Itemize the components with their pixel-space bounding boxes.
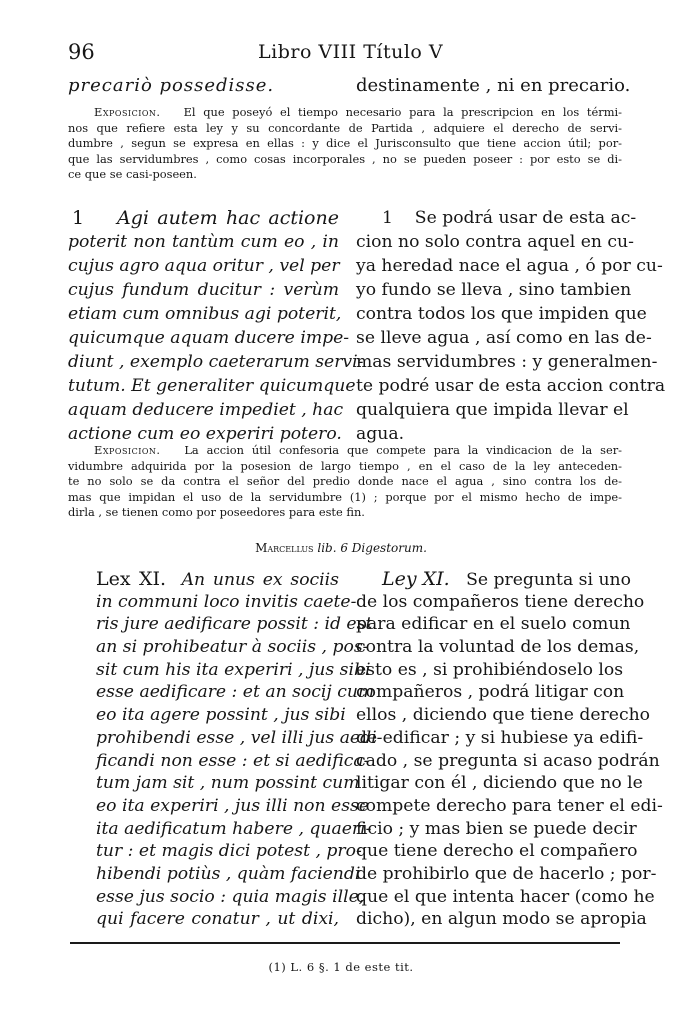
latin-line: hibendi potiùs , quàm faciendi [96, 863, 361, 884]
latin-line: cujus fundum ducitur : verùm [68, 280, 339, 300]
spanish-line: que tiene derecho el compañero [356, 841, 638, 862]
spanish-line: mas servidumbres : y generalmen- [356, 352, 658, 372]
latin-line: prohibendi esse , vel illi jus aedi- [96, 727, 383, 748]
latin-line: quicumque aquam ducere impe- [68, 328, 350, 348]
paragraph-number: 1 [72, 207, 85, 229]
exposicion-line: dumbre , segun se expresa en ellas : y dice el Jurisconsulto que tiene accion útil; por- [68, 136, 622, 150]
spanish-line: que el que intenta hacer (como he [356, 886, 655, 907]
ley-xi-spanish [356, 568, 663, 931]
latin-line: tutum. Et generaliter quicumque [68, 376, 356, 396]
latin-line: qui facere conatur , ut dixi, [96, 909, 339, 930]
exposicion-line [68, 443, 622, 459]
latin-line [96, 568, 339, 591]
footnote-divider [70, 942, 620, 944]
source-caption [0, 541, 682, 555]
spanish-line: te podré usar de esta accion contra [356, 376, 666, 396]
paragraph-number: 1 [382, 208, 393, 228]
spanish-line: contra la voluntad de los demas, [356, 637, 640, 658]
lex-heading: Lex XI. [96, 568, 167, 590]
latin-line: poterit non tantùm cum eo , in [68, 232, 339, 252]
running-title: Libro VIII Título V [258, 41, 444, 63]
exposicion-line: dirla , se tienen como por poseedores para este fin. [68, 505, 365, 519]
latin-line: diunt , exemplo caeterarum servi- [68, 352, 364, 372]
page-header [68, 40, 618, 66]
latin-line: etiam cum omnibus agi poterit, [68, 304, 342, 324]
latin-line: ris jure aedificare possit : id est [96, 614, 373, 635]
spanish-line-text: Se pregunta si uno [466, 570, 631, 590]
latin-line: tum jam sit , num possint cum [96, 773, 360, 794]
spanish-line: compete derecho para tener el edi- [356, 795, 663, 816]
spanish-paragraph-1 [356, 206, 666, 446]
spanish-line: yo fundo se lleva , sino tambien [356, 280, 632, 300]
exposicion-line: te no solo se da contra el señor del predio donde nace el agua , sino contra los de- [68, 474, 622, 488]
latin-line: esse aedificare : et an socij cum [96, 682, 375, 703]
spanish-line: dicho), en algun modo se apropia [356, 909, 647, 930]
spanish-line [356, 206, 637, 230]
spanish-line: de los compañeros tiene derecho [356, 591, 645, 612]
exposicion-text: El que poseyó el tiempo necesario para la prescripcion en los térmi- [183, 105, 622, 119]
source-work: lib. 6 Digestorum. [317, 541, 427, 555]
latin-line: eo ita agere possint , jus sibi [96, 705, 346, 726]
latin-line [68, 206, 339, 230]
spanish-line [356, 568, 631, 591]
spanish-line: esto es , si prohibiéndoselo los [356, 659, 624, 680]
latin-line: sit cum his ita experiri , jus sibi [96, 659, 371, 680]
latin-line: in communi loco invitis caete- [96, 591, 357, 612]
exposicion-block-1 [68, 105, 622, 183]
latin-line: cujus agro aqua oritur , vel per [68, 256, 340, 276]
latin-line: an si prohibeatur à sociis , pos- [96, 637, 369, 658]
spanish-line: cado , se pregunta si acaso podrán [356, 750, 660, 771]
spanish-line: ficio ; y mas bien se puede decir [356, 818, 637, 839]
exposicion-line: mas que impidan el uso de la servidumbre (1) ; porque por el mismo hecho de impe- [68, 489, 622, 504]
spanish-line: agua. [356, 424, 405, 444]
latin-line: actione cum eo experiri potero. [68, 424, 342, 444]
spanish-line-text: Se podrá usar de esta ac- [414, 208, 637, 228]
ley-heading: Ley XI. [382, 568, 450, 590]
spanish-line: compañeros , podrá litigar con [356, 682, 625, 703]
spanish-line: de prohibirlo que de hacerlo ; por- [356, 863, 657, 884]
latin-line: aquam deducere impediet , hac [68, 400, 344, 420]
spanish-line: ya heredad nace el agua , ó por cu- [356, 256, 663, 276]
spanish-line: de edificar ; y si hubiese ya edifi- [356, 727, 644, 748]
spanish-line: litigar con él , diciendo que no le [356, 773, 643, 794]
exposicion-line [68, 105, 622, 121]
spanish-line: qualquiera que impida llevar el [356, 400, 629, 420]
footnote: (1) L. 6 §. 1 de este tit. [268, 960, 414, 974]
latin-line: ita aedificatum habere , quaeri- [96, 818, 372, 839]
latin-line: eo ita experiri , jus illi non esse [96, 795, 370, 816]
latin-line-text: Agi autem hac actione [117, 207, 339, 229]
spanish-carryover-line: destinamente , ni en precario. [356, 75, 631, 96]
exposicion-line: nos que refiere esta ley y su concordante de Partida , adquiere el derecho de servi- [68, 120, 622, 135]
exposicion-line: vidumbre adquirida por la posesion de largo tiempo , en el caso de la ley anteceden- [68, 458, 622, 473]
spanish-line: ellos , diciendo que tiene derecho [356, 705, 650, 726]
exposicion-line: ce que se casi-poseen. [68, 167, 197, 181]
exposicion-label: Exposicion. [94, 443, 161, 457]
spanish-line: se lleve agua , así como en las de- [356, 328, 652, 348]
latin-line: tur : et magis dici potest , pro- [96, 841, 362, 862]
exposicion-text: La accion útil confesoria que compete para la vindicacion de la ser- [184, 443, 622, 457]
source-author: Marcellus [255, 541, 314, 555]
latin-paragraph-1 [68, 206, 364, 446]
latin-line: esse jus socio : quia magis ille, [96, 886, 365, 907]
lex-xi-latin [96, 568, 383, 931]
latin-line: ficandi non esse : et si aedifica- [96, 750, 370, 771]
page-number: 96 [68, 40, 95, 64]
exposicion-label: Exposicion. [94, 105, 161, 119]
exposicion-block-2 [68, 443, 622, 521]
spanish-line: contra todos los que impiden que [356, 304, 647, 324]
exposicion-line: que las servidumbres , como cosas incorporales , no se pueden poseer : por esto se di- [68, 151, 622, 166]
latin-line-text: An unus ex sociis [181, 570, 339, 590]
latin-carryover-line: precariò possedisse. [68, 75, 275, 96]
spanish-line: para edificar en el suelo comun [356, 614, 631, 635]
spanish-line: cion no solo contra aquel en cu- [356, 232, 634, 252]
